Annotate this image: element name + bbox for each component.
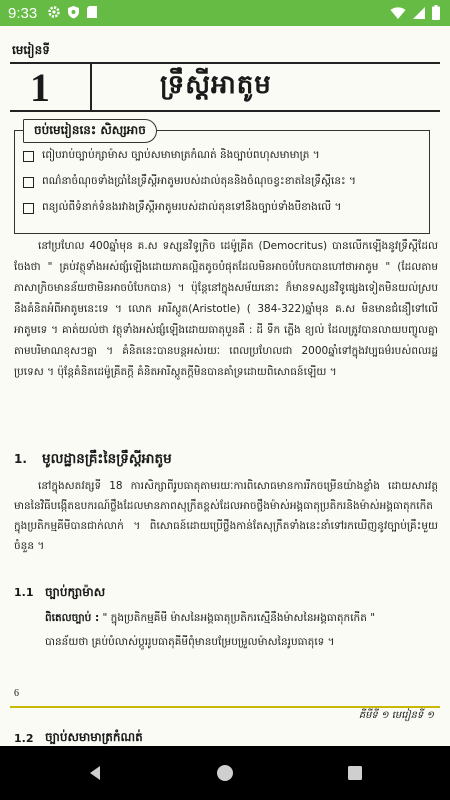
navigation-bar (0, 746, 450, 800)
objective-text: ពន្យល់ពីទំនាក់ទំនងរវាងទ្រឹស្ដីអាតូមរបស់ដាល់តុនទៅនឹងច្បាប់ទាំងបីខាងលើ ។ (42, 201, 342, 213)
status-bar (0, 0, 450, 26)
battery-icon (432, 5, 440, 24)
objectives-box (14, 123, 430, 234)
law-explanation: បានន័យថា គ្រប់បំលាស់ប្ដូររូបធាតុគីមីពុំមានបម្រែបម្រួលម៉ាសនៃរូបធាតុទេ ។ (45, 636, 335, 648)
recents-icon[interactable] (340, 758, 370, 788)
sd-card-icon (86, 4, 98, 23)
section-number: 1. (14, 452, 27, 466)
definition-label: ពិតេលច្បាប់ : (45, 612, 100, 624)
page-footer-text: គីមីទី ១ មេរៀនទី ១ (358, 710, 434, 721)
shield-icon (67, 4, 80, 23)
objective-item (23, 201, 423, 216)
section-paragraph: នៅក្នុងសតវត្សទី 18 ការសិក្សាពីរូបធាតុតាមរយៈការពិសោធមានការរីកចម្រើនយ៉ាងខ្លាំង ដោយសារវត្តមាននៃវិធីបង្កើតឧបករណ៍ថ្លឹងដែលមានភាពសុក្រឹតខ្ពស់ដែលអាចថ្លឹងម៉ាស់អង្គធាតុប្រតិករនិងម៉ាស់អង្គធាតុកកើតក្នុងប្រតិកម្មគីមីបានជាក់លាក់ ។ ពិសោធន៍ដោយប្រើថ្លឹងកាន់តែសុក្រឹតទាំងនេះនាំទៅរកឃើញនូវច្បាប់គ្រឹះមួយចំនួន ។ (14, 480, 438, 552)
law-definition (45, 608, 435, 628)
subsection-title: ច្បាប់សមាមាត្រកំណត់ (45, 730, 143, 744)
section-title: មូលដ្ឋានគ្រឹះនៃទ្រឹស្ដីអាតូម (42, 451, 172, 467)
checkbox-icon (23, 177, 34, 188)
subsection-number: 1.1 (14, 586, 34, 599)
objective-item (23, 149, 423, 164)
status-time: 9:33 (8, 4, 38, 22)
home-icon[interactable] (210, 758, 240, 788)
lesson-number: 1 (30, 65, 50, 110)
subsection-number: 1.2 (14, 732, 34, 745)
subsection-title: ច្បាប់ក្សាម៉ាស (45, 585, 106, 599)
checkbox-icon (23, 151, 34, 162)
definition-text: " ក្នុងប្រតិកម្មគីមី ម៉ាសនៃអង្គធាតុប្រតិករស្មើនឹងម៉ាសនៃអង្គធាតុកកើត " (102, 612, 376, 624)
document-page[interactable] (0, 26, 450, 760)
objective-text: ពៀបរាប់ច្បាប់ក្សាម៉ាស ច្បាប់សមាមាត្រកំណត់ និងច្បាប់ពហុសមាមាត្រ ។ (42, 149, 320, 161)
header-rule-bottom (10, 110, 440, 112)
back-icon[interactable] (80, 758, 110, 788)
intro-paragraph: នៅប្រហែល 400ឆ្នាំមុន គ.ស ទស្សនវិទូក្រិច ដេម៉ូគ្រីត (Democritus) បានលើកឡើងនូវទ្រឹស្ដីដែលចែងថា " គ្រប់វត្ថុទាំងអស់ផ្សំឡើងដោយភាគល្អិតតូចបំផុតដែលមិនអាចបំបែកបានហៅថាអាតូម " (ដែលតាមភាសាក្រិចមានន័យថាមិនអាចបំបែកបាន) ។ ប៉ុន្តែនៅក្នុងសម័យនោះ ក៏មានទស្សនវិទូផ្សេងទៀតមិនយល់ស្របនឹងគំនិតអំពីអាតូមនេះទេ ។ លោក អារីស្តូត(Aristotle) ( 384-322)ឆ្នាំមុន គ.ស មិនមានជំនឿទៅលើអាតូមទេ ។ គាត់យល់ថា វត្ថុទាំងអស់ផ្សំឡើងដោយធាតុបួនគឺ : ដី ទឹក ភ្លើង ខ្យល់ ដែលត្រូវបានលាយបញ្ចូលគ្នាតាមបរិមាណខុសៗគ្នា ។ គំនិតនេះបានបន្តអស់រយៈ ពេលប្រហែលជា 2000ឆ្នាំទៅក្នុងវប្បធម៌របស់ពលរដ្ឋប្រទេស ។ ប៉ុន្តែគំនិតដេម៉ូគ្រីតក្ដី គំនិតអារីស្តូតក្ដីមិនបានគាំទ្រដោយពិសោធន៍ឡើយ ។ (14, 240, 438, 378)
lesson-label: មេរៀនទី (12, 43, 50, 57)
page-number: 6 (14, 688, 19, 699)
checkbox-icon (23, 203, 34, 214)
lesson-title: ទ្រឹស្ដីអាតូម (160, 70, 272, 100)
header-rule-top (10, 62, 440, 64)
wifi-icon (390, 5, 406, 24)
objective-item (23, 175, 423, 190)
objective-text: ពណ៌នាចំណុចទាំងប្រាំនៃទ្រឹស្ដីអាតូមរបស់ដាល់តុននិងចំណុចខ្វះខាតនៃទ្រឹស្ដីនេះ ។ (42, 175, 356, 187)
objectives-title: ចប់មេរៀននេះ សិស្សអាច (23, 119, 157, 143)
gear-icon (47, 4, 61, 23)
header-divider (90, 62, 92, 112)
signal-icon (412, 5, 426, 24)
